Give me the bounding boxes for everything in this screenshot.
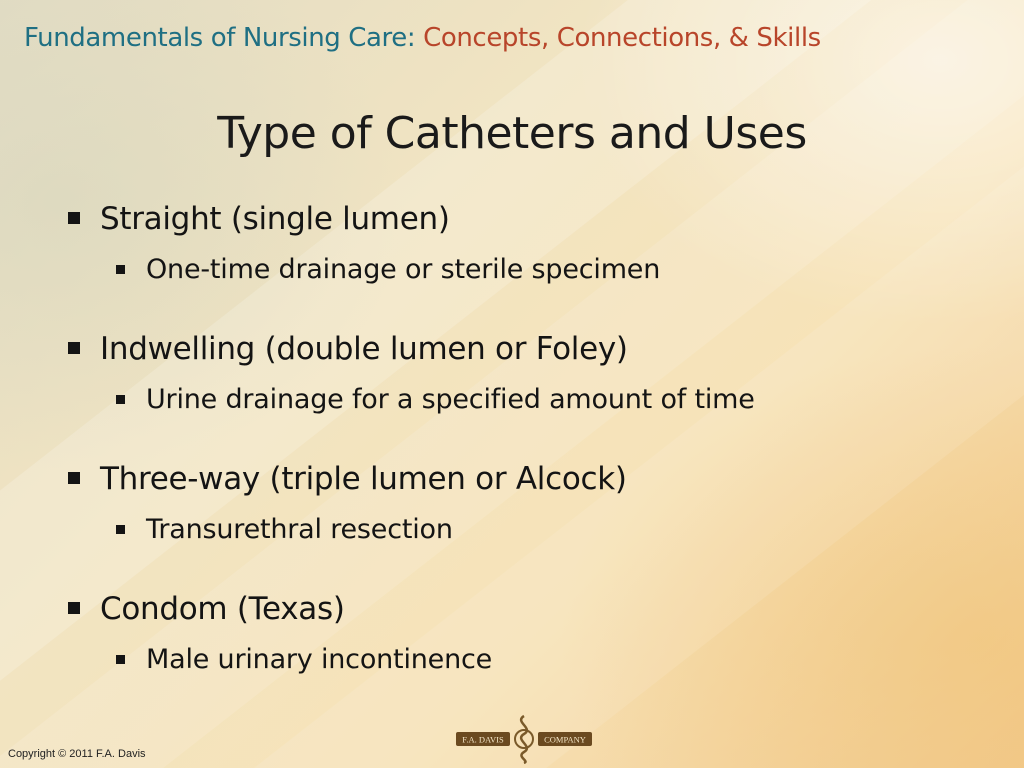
catheter-use-label: One-time drainage or sterile specimen <box>146 254 661 285</box>
book-subtitle: Concepts, Connections, & Skills <box>423 23 821 53</box>
catheter-list <box>66 196 986 716</box>
caduceus-staff-icon <box>521 716 527 763</box>
catheter-use-item <box>66 640 986 680</box>
catheter-use-label: Male urinary incontinence <box>146 644 493 675</box>
catheter-type-label: Three-way (triple lumen or Alcock) <box>100 461 627 497</box>
catheter-type-item <box>66 196 986 242</box>
publisher-logo <box>454 714 594 764</box>
logo-left-text: F.A. DAVIS <box>462 734 504 745</box>
book-title: Fundamentals of Nursing Care: <box>24 23 416 53</box>
slide-title: Type of Catheters and Uses <box>217 108 807 159</box>
catheter-type-item <box>66 456 986 502</box>
square-bullet-icon <box>116 655 125 664</box>
square-bullet-icon <box>68 212 80 224</box>
logo-right-text: COMPANY <box>544 734 586 745</box>
square-bullet-icon <box>116 395 125 404</box>
square-bullet-icon <box>68 472 80 484</box>
slide-header <box>24 20 821 56</box>
copyright-notice: Copyright © 2011 F.A. Davis <box>8 748 146 760</box>
catheter-use-item <box>66 250 986 290</box>
catheter-type-label: Indwelling (double lumen or Foley) <box>100 331 628 367</box>
catheter-use-label: Transurethral resection <box>146 514 453 545</box>
square-bullet-icon <box>68 602 80 614</box>
square-bullet-icon <box>68 342 80 354</box>
catheter-type-label: Condom (Texas) <box>100 591 345 627</box>
catheter-use-label: Urine drainage for a specified amount of time <box>146 384 755 415</box>
catheter-type-item <box>66 586 986 632</box>
catheter-type-item <box>66 326 986 372</box>
square-bullet-icon <box>116 265 125 274</box>
square-bullet-icon <box>116 525 125 534</box>
catheter-type-label: Straight (single lumen) <box>100 201 450 237</box>
catheter-use-item <box>66 510 986 550</box>
catheter-use-item <box>66 380 986 420</box>
